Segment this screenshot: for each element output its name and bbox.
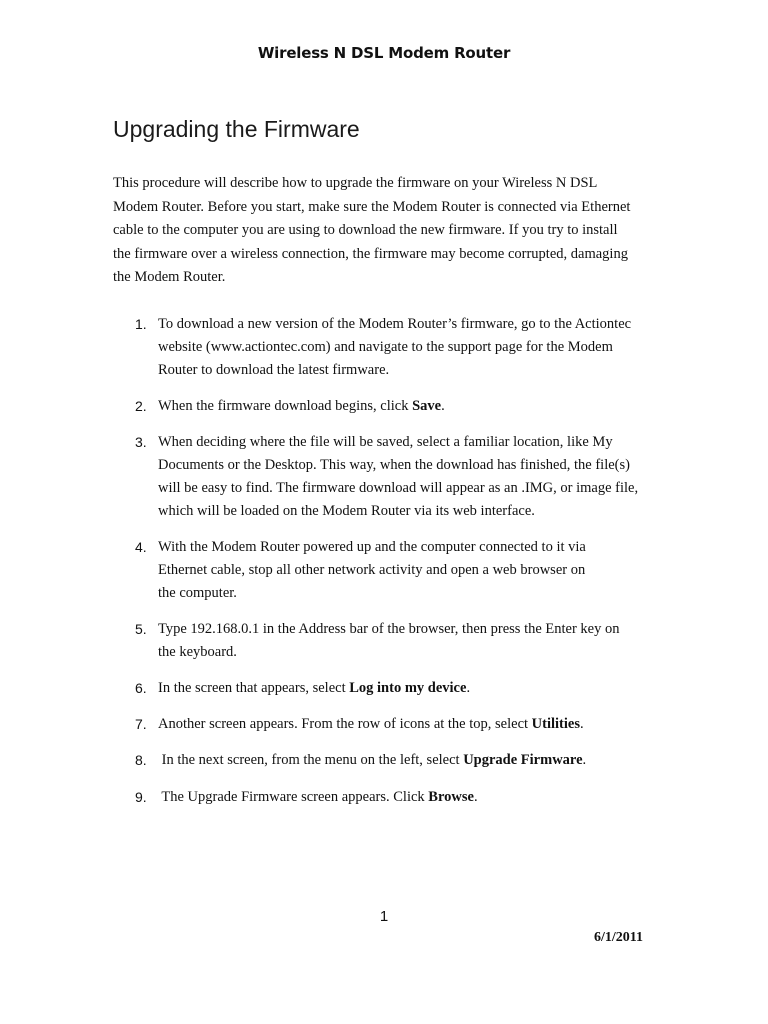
step-punct: . (441, 398, 445, 414)
step-punct: . (473, 789, 478, 805)
intro-line: cable to the computer you are using to download the new firmware. If you try to install (113, 222, 618, 238)
step-item (113, 431, 673, 523)
step-keyword: Browse (428, 789, 474, 805)
step-keyword: Log into my device (349, 680, 467, 696)
step-line: When the firmware download begins, click (158, 398, 413, 414)
intro-line: the Modem Router. (113, 269, 226, 285)
step-item (113, 536, 673, 605)
step-item (113, 618, 673, 664)
step-item (113, 786, 673, 809)
step-text (158, 621, 620, 660)
step-line: In the screen that appears, select (158, 680, 350, 696)
step-punct: . (582, 752, 587, 768)
step-number: 8. (135, 752, 147, 768)
step-line: website (www.actiontec.com) and navigate to the support page for the Modem (158, 339, 613, 355)
intro-line: This procedure will describe how to upgrade the firmware on your Wireless N DSL (113, 175, 598, 191)
step-line: In the next screen, from the menu on the left, select (158, 752, 464, 768)
steps-list (113, 313, 673, 809)
step-line: the computer. (158, 585, 237, 601)
step-text (158, 716, 584, 732)
step-keyword: Upgrade Firmware (463, 752, 583, 768)
step-number: 2. (135, 398, 147, 414)
step-keyword: Save (412, 398, 442, 414)
step-item (113, 677, 673, 700)
step-number: 1. (135, 316, 147, 332)
step-keyword: Utilities (531, 716, 580, 732)
step-punct: . (466, 680, 471, 696)
step-line: will be easy to find. The firmware download will appear as an .IMG, or image file, (158, 480, 639, 496)
step-item (113, 313, 673, 382)
step-line: Ethernet cable, stop all other network activity and open a web browser on (158, 562, 586, 578)
step-line: the keyboard. (158, 644, 237, 660)
step-line: Another screen appears. From the row of icons at the top, select (158, 716, 532, 732)
page-number: 1 (379, 908, 389, 925)
intro-paragraph (113, 172, 673, 290)
step-line: Router to download the latest firmware. (158, 362, 390, 378)
step-number: 5. (135, 621, 147, 637)
step-line: When deciding where the file will be saved, select a familiar location, like My (158, 434, 613, 450)
step-number: 6. (135, 680, 147, 696)
section-title: Upgrading the Firmware (113, 116, 360, 142)
step-item (113, 713, 673, 736)
footer-date: 6/1/2011 (594, 930, 644, 945)
step-number: 3. (135, 434, 147, 450)
step-text (158, 398, 445, 414)
step-text (158, 434, 638, 519)
step-line: Documents or the Desktop. This way, when the download has finished, the file(s) (158, 457, 630, 473)
step-text (158, 680, 470, 696)
step-number: 9. (135, 789, 147, 805)
step-line: The Upgrade Firmware screen appears. Click (158, 789, 429, 805)
step-text (158, 539, 586, 601)
step-text (158, 752, 586, 768)
page-header: Wireless N DSL Modem Router (257, 44, 511, 62)
step-punct: . (580, 716, 584, 732)
step-line: Type 192.168.0.1 in the Address bar of the browser, then press the Enter key on (158, 621, 620, 637)
intro-line: the firmware over a wireless connection, the firmware may become corrupted, damaging (113, 245, 628, 262)
step-text (158, 316, 631, 378)
step-number: 7. (135, 716, 147, 732)
step-line: which will be loaded on the Modem Router via its web interface. (158, 503, 535, 519)
step-line: With the Modem Router powered up and the computer connected to it via (158, 539, 586, 555)
step-number: 4. (135, 539, 147, 555)
step-item (113, 749, 673, 772)
step-text (158, 789, 478, 805)
step-item (113, 395, 673, 418)
intro-line: Modem Router. Before you start, make sure the Modem Router is connected via Ethernet (113, 198, 631, 215)
step-line: To download a new version of the Modem Router’s firmware, go to the Actiontec (158, 316, 632, 332)
